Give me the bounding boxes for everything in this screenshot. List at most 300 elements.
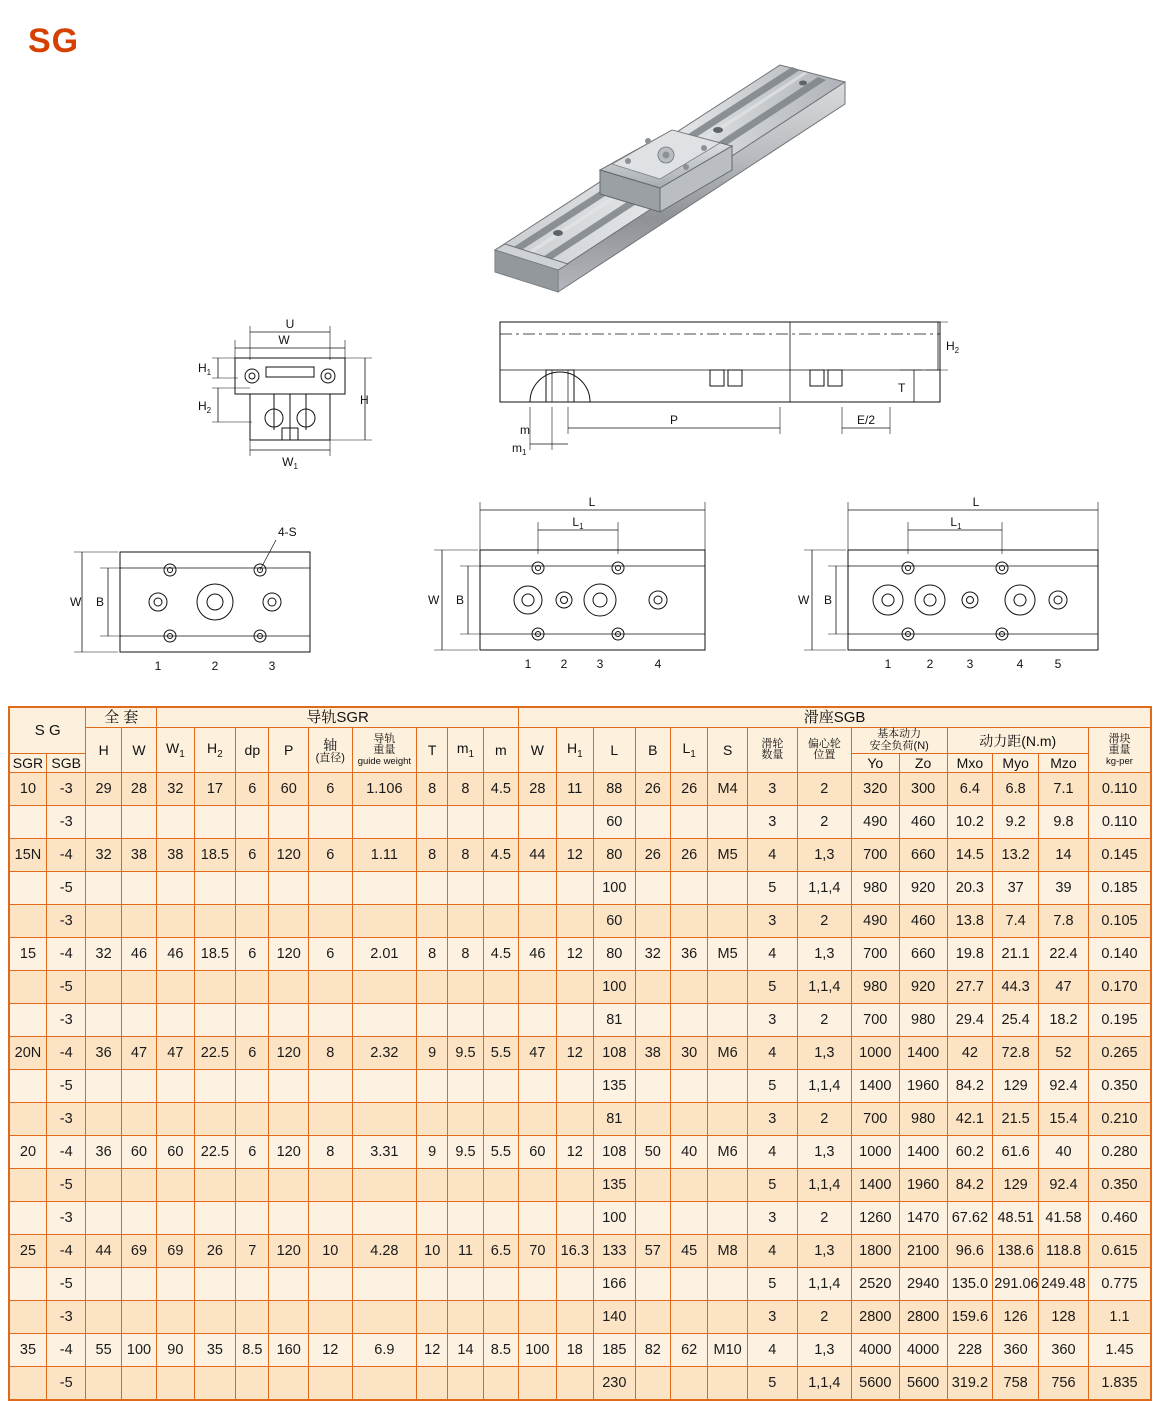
cell-dp: [236, 1301, 269, 1334]
cell-m: [483, 1070, 518, 1103]
table-row: [9, 806, 1151, 839]
cell-h1b: [556, 1004, 593, 1037]
cell-zo: 5600: [899, 1367, 947, 1401]
cell-sgb: -5: [46, 1169, 86, 1202]
cell-h2: [194, 971, 236, 1004]
cell-myo: 72.8: [993, 1037, 1039, 1070]
cell-w: 38: [121, 839, 156, 872]
cell-m1: 9.5: [448, 1037, 483, 1070]
cell-myo: 25.4: [993, 1004, 1039, 1037]
cell-w: [121, 1301, 156, 1334]
cell-dp: 8.5: [236, 1334, 269, 1367]
cell-mxo: 159.6: [947, 1301, 993, 1334]
cell-dp: [236, 971, 269, 1004]
cell-m: [483, 1004, 518, 1037]
cell-s: M10: [708, 1334, 748, 1367]
cell-shaft: [308, 971, 352, 1004]
col-l1: $L_1$: [670, 728, 707, 773]
cell-bw: 0.460: [1088, 1202, 1151, 1235]
cell-w: [121, 1202, 156, 1235]
cell-p: [269, 905, 309, 938]
cell-zo: 1960: [899, 1070, 947, 1103]
cell-t: 12: [417, 1334, 448, 1367]
cell-mzo: 756: [1039, 1367, 1089, 1401]
cell-mxo: 27.7: [947, 971, 993, 1004]
cell-sgb: -4: [46, 1037, 86, 1070]
cell-ecc: 2: [797, 806, 851, 839]
cell-wb: 28: [519, 773, 556, 806]
table-row: [9, 971, 1151, 1004]
cell-dp: [236, 905, 269, 938]
cell-w: [121, 1367, 156, 1401]
cell-m1: [448, 905, 483, 938]
cell-w: [121, 905, 156, 938]
cell-h: [86, 1004, 121, 1037]
cell-h2: [194, 1103, 236, 1136]
cell-rail_weight: [352, 971, 416, 1004]
cell-zo: 2100: [899, 1235, 947, 1268]
cell-sgb: -4: [46, 1235, 86, 1268]
cell-bw: 1.45: [1088, 1334, 1151, 1367]
cell-yo: 1400: [851, 1169, 899, 1202]
cell-ecc: 2: [797, 773, 851, 806]
cell-h2: [194, 1301, 236, 1334]
cell-b: 32: [635, 938, 670, 971]
cell-rollers: 5: [747, 1268, 797, 1301]
cell-l1: [670, 1301, 707, 1334]
cell-b: 38: [635, 1037, 670, 1070]
cell-dp: 6: [236, 1136, 269, 1169]
cell-p: 120: [269, 938, 309, 971]
cell-h: [86, 1169, 121, 1202]
cell-s: [708, 1301, 748, 1334]
cell-shaft: [308, 1004, 352, 1037]
cell-b: 26: [635, 773, 670, 806]
cell-s: [708, 1268, 748, 1301]
cell-l1: 26: [670, 839, 707, 872]
cell-w1: [157, 971, 194, 1004]
cell-shaft: [308, 806, 352, 839]
col-b: B: [635, 728, 670, 773]
col-sgb: SGB: [46, 754, 86, 773]
product-photo: [300, 20, 860, 290]
cell-l: 100: [594, 1202, 636, 1235]
cell-bw: 0.210: [1088, 1103, 1151, 1136]
col-eccentric-pos: 偏心轮 位置: [797, 728, 851, 773]
cell-h1b: 12: [556, 938, 593, 971]
svg-text:L1: $L_1$: [950, 515, 962, 531]
cell-wb: 100: [519, 1334, 556, 1367]
cell-s: M5: [708, 839, 748, 872]
cell-rail_weight: [352, 905, 416, 938]
cell-t: 8: [417, 938, 448, 971]
cell-h2: 17: [194, 773, 236, 806]
cell-rail_weight: [352, 1268, 416, 1301]
cell-p: 60: [269, 773, 309, 806]
cell-ecc: 1,3: [797, 938, 851, 971]
cell-ecc: 2: [797, 1103, 851, 1136]
cell-m: [483, 1169, 518, 1202]
cell-sgr: [9, 806, 46, 839]
cell-m1: [448, 1367, 483, 1401]
cell-yo: 700: [851, 1004, 899, 1037]
cell-myo: 21.5: [993, 1103, 1039, 1136]
cell-w1: 90: [157, 1334, 194, 1367]
cell-mzo: 360: [1039, 1334, 1089, 1367]
cell-s: M5: [708, 938, 748, 971]
cell-mxo: 96.6: [947, 1235, 993, 1268]
cell-h1b: [556, 1070, 593, 1103]
cell-h1b: [556, 806, 593, 839]
cell-s: [708, 905, 748, 938]
cell-b: [635, 1169, 670, 1202]
cell-s: M4: [708, 773, 748, 806]
cell-yo: 1400: [851, 1070, 899, 1103]
cell-sgb: -3: [46, 905, 86, 938]
cell-s: [708, 1169, 748, 1202]
cell-sgb: -5: [46, 971, 86, 1004]
cell-bw: 0.105: [1088, 905, 1151, 938]
cell-dp: 6: [236, 938, 269, 971]
cell-h1b: 12: [556, 839, 593, 872]
svg-text:4: 4: [1016, 657, 1024, 671]
cell-mxo: 60.2: [947, 1136, 993, 1169]
cell-t: 8: [417, 839, 448, 872]
cell-t: 8: [417, 773, 448, 806]
cell-rollers: 3: [747, 773, 797, 806]
cell-rail_weight: 1.106: [352, 773, 416, 806]
cell-zo: 460: [899, 905, 947, 938]
cell-h1b: [556, 1367, 593, 1401]
col-myo: Myo: [993, 754, 1039, 773]
cell-wb: [519, 1169, 556, 1202]
cell-ecc: 1,3: [797, 1235, 851, 1268]
cell-b: [635, 905, 670, 938]
cell-h: [86, 905, 121, 938]
cell-rail_weight: [352, 1367, 416, 1401]
cell-sgb: -5: [46, 1070, 86, 1103]
spec-table-wrapper: [8, 706, 1152, 1401]
top-view-3-roller-drawing: [60, 512, 360, 687]
cell-m1: [448, 971, 483, 1004]
cell-rail_weight: 6.9: [352, 1334, 416, 1367]
cell-t: [417, 1301, 448, 1334]
cell-dp: [236, 1004, 269, 1037]
cell-w1: 47: [157, 1037, 194, 1070]
cell-p: [269, 971, 309, 1004]
cell-sgr: [9, 1202, 46, 1235]
cell-l1: 45: [670, 1235, 707, 1268]
cell-w1: 38: [157, 839, 194, 872]
cell-mzo: 15.4: [1039, 1103, 1089, 1136]
cell-mxo: 228: [947, 1334, 993, 1367]
svg-text:2: 2: [211, 659, 219, 673]
cell-l: 108: [594, 1136, 636, 1169]
cell-myo: 360: [993, 1334, 1039, 1367]
cell-mxo: 42.1: [947, 1103, 993, 1136]
cell-shaft: [308, 1169, 352, 1202]
cell-h: [86, 1367, 121, 1401]
svg-text:3: 3: [268, 659, 276, 673]
cell-l1: [670, 905, 707, 938]
cell-m1: [448, 1004, 483, 1037]
cell-s: [708, 971, 748, 1004]
table-row: [9, 1367, 1151, 1401]
cell-dp: [236, 806, 269, 839]
svg-text:P: P: [669, 413, 679, 427]
cell-zo: 2800: [899, 1301, 947, 1334]
cell-sgr: [9, 905, 46, 938]
cell-l: 133: [594, 1235, 636, 1268]
cell-bw: 0.170: [1088, 971, 1151, 1004]
table-row: [9, 1334, 1151, 1367]
cell-h: [86, 1103, 121, 1136]
cell-dp: 7: [236, 1235, 269, 1268]
cell-shaft: 10: [308, 1235, 352, 1268]
cell-sgb: -3: [46, 1103, 86, 1136]
cell-p: 120: [269, 1136, 309, 1169]
cell-sgr: [9, 1268, 46, 1301]
table-row: [9, 938, 1151, 971]
cell-rollers: 3: [747, 1004, 797, 1037]
cell-p: [269, 1301, 309, 1334]
cell-w1: [157, 806, 194, 839]
cell-ecc: 1,3: [797, 839, 851, 872]
cell-shaft: 6: [308, 839, 352, 872]
cell-h: [86, 1070, 121, 1103]
cell-rollers: 3: [747, 806, 797, 839]
col-m1: $m_1$: [448, 728, 483, 773]
cell-p: [269, 1004, 309, 1037]
cell-w1: [157, 1202, 194, 1235]
col-w1: $W_1$: [157, 728, 194, 773]
cell-yo: 1260: [851, 1202, 899, 1235]
cell-l1: 26: [670, 773, 707, 806]
cell-rollers: 4: [747, 1136, 797, 1169]
cell-mxo: 14.5: [947, 839, 993, 872]
cell-dp: [236, 1268, 269, 1301]
cell-myo: 126: [993, 1301, 1039, 1334]
cell-dp: [236, 872, 269, 905]
col-zo: Zo: [899, 754, 947, 773]
cell-wb: [519, 1004, 556, 1037]
table-row: [9, 1268, 1151, 1301]
cell-shaft: 8: [308, 1037, 352, 1070]
cell-m: [483, 905, 518, 938]
header-sg: S G: [9, 707, 86, 754]
cell-m1: [448, 806, 483, 839]
cell-yo: 1000: [851, 1136, 899, 1169]
cell-rollers: 5: [747, 1070, 797, 1103]
cell-myo: 291.06: [993, 1268, 1039, 1301]
cell-sgr: [9, 1367, 46, 1401]
cell-shaft: [308, 872, 352, 905]
cell-zo: 1470: [899, 1202, 947, 1235]
cell-wb: [519, 1202, 556, 1235]
cell-mxo: 84.2: [947, 1169, 993, 1202]
cell-w: [121, 1103, 156, 1136]
cell-b: [635, 806, 670, 839]
cell-b: 26: [635, 839, 670, 872]
cell-m: 8.5: [483, 1334, 518, 1367]
cell-p: [269, 806, 309, 839]
svg-text:L1: $L_1$: [572, 515, 584, 531]
cell-wb: 60: [519, 1136, 556, 1169]
cell-yo: 490: [851, 905, 899, 938]
table-row: [9, 1136, 1151, 1169]
cell-h2: 35: [194, 1334, 236, 1367]
cell-m: 4.5: [483, 773, 518, 806]
cell-zo: 920: [899, 872, 947, 905]
cell-sgb: -4: [46, 938, 86, 971]
cell-mzo: 47: [1039, 971, 1089, 1004]
table-row: [9, 1103, 1151, 1136]
cell-l: 135: [594, 1169, 636, 1202]
cell-myo: 6.8: [993, 773, 1039, 806]
cell-mxo: 67.62: [947, 1202, 993, 1235]
cell-w1: [157, 1070, 194, 1103]
cell-s: M6: [708, 1136, 748, 1169]
cell-b: [635, 1070, 670, 1103]
cell-t: 9: [417, 1037, 448, 1070]
cell-sgb: -4: [46, 1136, 86, 1169]
cell-h: [86, 872, 121, 905]
cell-m: [483, 1103, 518, 1136]
svg-text:m: m: [520, 423, 530, 437]
cell-yo: 2800: [851, 1301, 899, 1334]
cell-h: 36: [86, 1037, 121, 1070]
cell-mzo: 18.2: [1039, 1004, 1089, 1037]
cell-h1b: [556, 971, 593, 1004]
cell-zo: 980: [899, 1103, 947, 1136]
cell-b: [635, 971, 670, 1004]
cell-h2: [194, 1004, 236, 1037]
cell-m1: [448, 1169, 483, 1202]
cell-h2: [194, 872, 236, 905]
cell-l1: [670, 1070, 707, 1103]
cell-m: [483, 1268, 518, 1301]
cell-bw: 0.615: [1088, 1235, 1151, 1268]
cell-h2: [194, 905, 236, 938]
cell-b: [635, 1301, 670, 1334]
cell-yo: 980: [851, 872, 899, 905]
cell-m1: [448, 1070, 483, 1103]
cell-h2: [194, 1202, 236, 1235]
cell-bw: 0.265: [1088, 1037, 1151, 1070]
cell-m1: [448, 1103, 483, 1136]
cell-ecc: 2: [797, 1004, 851, 1037]
cell-rail_weight: [352, 1103, 416, 1136]
cell-shaft: 8: [308, 1136, 352, 1169]
cell-t: [417, 1169, 448, 1202]
col-shaft: 轴 (直径): [308, 728, 352, 773]
cell-m1: 8: [448, 773, 483, 806]
cell-mzo: 52: [1039, 1037, 1089, 1070]
cell-l: 140: [594, 1301, 636, 1334]
cell-zo: 1400: [899, 1136, 947, 1169]
cell-myo: 9.2: [993, 806, 1039, 839]
cell-l: 100: [594, 971, 636, 1004]
table-row: [9, 773, 1151, 806]
svg-text:H: H: [360, 393, 369, 407]
cell-l: 60: [594, 806, 636, 839]
cell-h2: 18.5: [194, 839, 236, 872]
cell-l1: [670, 1169, 707, 1202]
cell-w1: [157, 1367, 194, 1401]
cell-myo: 37: [993, 872, 1039, 905]
cell-h2: 26: [194, 1235, 236, 1268]
cell-p: [269, 1169, 309, 1202]
cell-h1b: [556, 1301, 593, 1334]
cell-bw: 0.185: [1088, 872, 1151, 905]
cell-p: 120: [269, 839, 309, 872]
cell-m1: [448, 1202, 483, 1235]
cell-wb: [519, 905, 556, 938]
cell-m: [483, 872, 518, 905]
table-row: [9, 1004, 1151, 1037]
cell-rail_weight: [352, 872, 416, 905]
cell-w: [121, 1004, 156, 1037]
cell-m1: [448, 872, 483, 905]
cell-zo: 1960: [899, 1169, 947, 1202]
cell-rollers: 4: [747, 938, 797, 971]
col-h: H: [86, 728, 121, 773]
top-view-4-roller-drawing: [420, 490, 750, 685]
cell-w1: [157, 1103, 194, 1136]
cell-rail_weight: 2.01: [352, 938, 416, 971]
cell-t: [417, 1070, 448, 1103]
cell-ecc: 2: [797, 1301, 851, 1334]
cell-ecc: 1,3: [797, 1136, 851, 1169]
cell-b: [635, 872, 670, 905]
cell-wb: [519, 872, 556, 905]
side-view-drawing: [490, 312, 960, 472]
cell-h1b: [556, 1268, 593, 1301]
cell-l: 60: [594, 905, 636, 938]
cell-t: [417, 806, 448, 839]
cell-shaft: [308, 1268, 352, 1301]
cell-l1: [670, 1202, 707, 1235]
cell-dp: [236, 1202, 269, 1235]
cell-s: [708, 1367, 748, 1401]
cell-h: [86, 1301, 121, 1334]
cell-shaft: 6: [308, 773, 352, 806]
cell-p: 160: [269, 1334, 309, 1367]
cell-wb: [519, 1367, 556, 1401]
cell-t: [417, 905, 448, 938]
cell-m: 4.5: [483, 938, 518, 971]
cell-mxo: 13.8: [947, 905, 993, 938]
cell-zo: 300: [899, 773, 947, 806]
cell-w1: [157, 905, 194, 938]
cell-mzo: 92.4: [1039, 1070, 1089, 1103]
cell-h1b: [556, 1202, 593, 1235]
cell-p: [269, 1103, 309, 1136]
col-mzo: Mzo: [1039, 754, 1089, 773]
col-w: W: [121, 728, 156, 773]
cell-l1: [670, 971, 707, 1004]
cell-myo: 21.1: [993, 938, 1039, 971]
cell-w1: [157, 1004, 194, 1037]
cell-p: 120: [269, 1235, 309, 1268]
cell-p: [269, 1367, 309, 1401]
cell-yo: 700: [851, 839, 899, 872]
svg-text:5: 5: [1054, 657, 1062, 671]
cell-s: M6: [708, 1037, 748, 1070]
table-row: [9, 905, 1151, 938]
cell-rollers: 4: [747, 1037, 797, 1070]
table-row: [9, 1070, 1151, 1103]
